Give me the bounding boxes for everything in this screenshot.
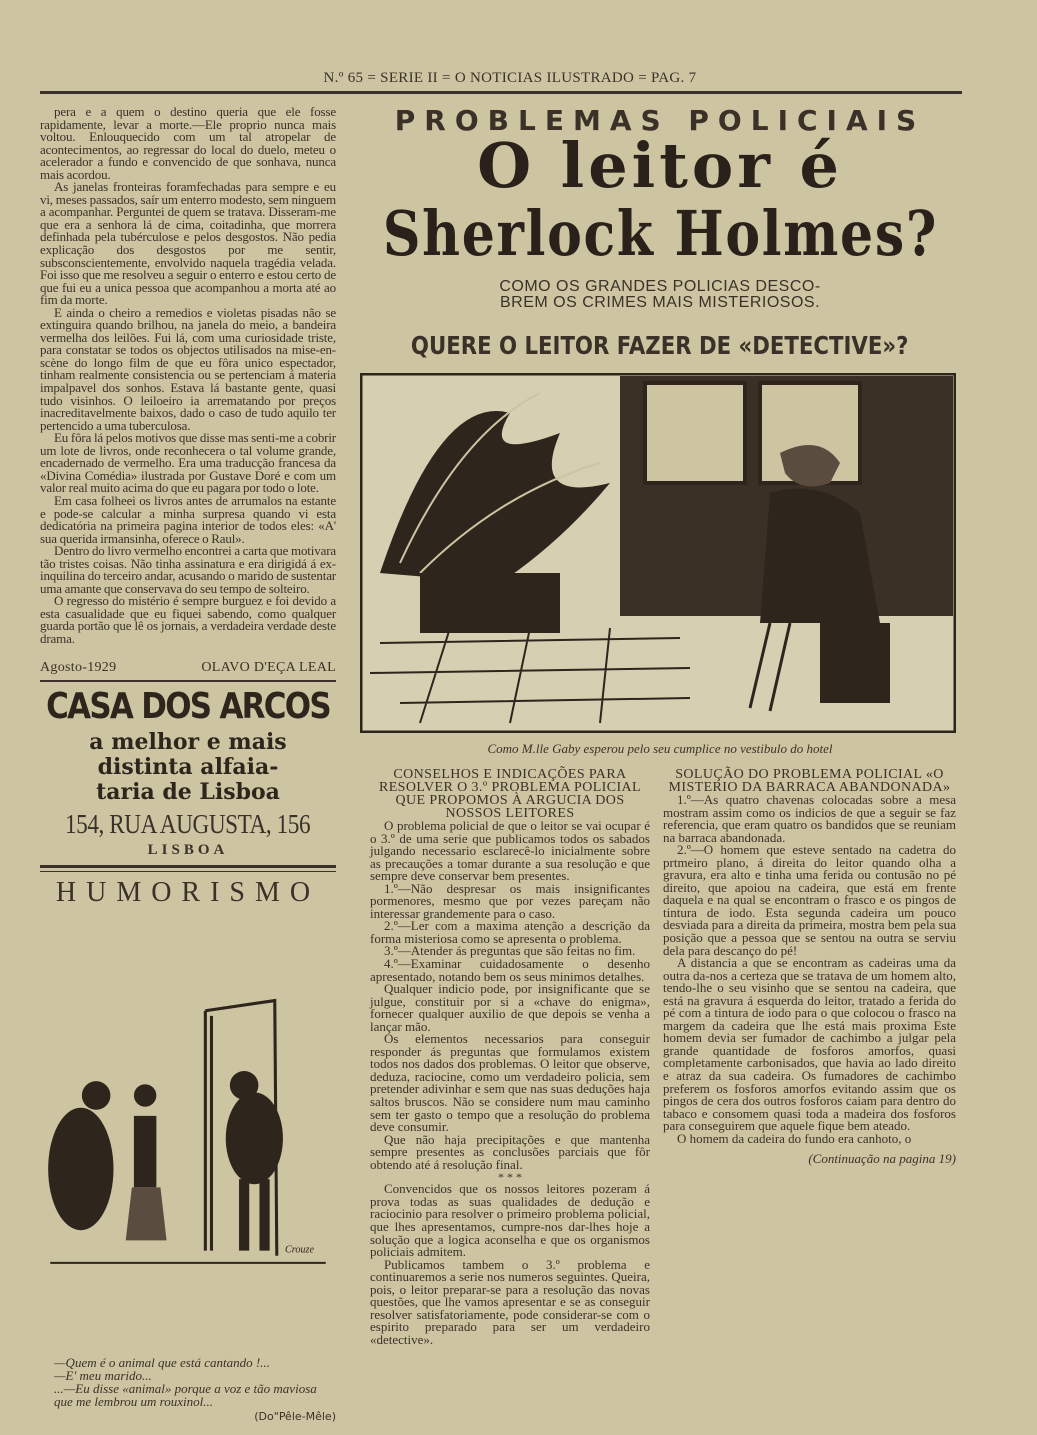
left-article	[40, 106, 336, 646]
paragraph: Eu fôra lá pelos motivos que disse mas senti-me a cobrir um lote de livros, onde reconhecera o tal volume grande, encadernado de vermelho. Era uma traducção francesa da «Divina Comédia» ilustrada por Gustave Doré e com um valor real muito acima do que eu pagara por todo o lote.	[40, 430, 336, 496]
advert-address-block	[40, 807, 336, 841]
caption-line: —E' meu marido...	[54, 1368, 152, 1383]
feature-question-block	[360, 330, 960, 362]
advert-city: LISBOA	[147, 841, 229, 858]
detective-illustration	[360, 373, 956, 733]
feature-kicker: PROBLEMAS POLICIAIS	[394, 104, 926, 137]
left-column	[40, 106, 336, 1424]
divider	[40, 871, 336, 872]
subtitle-line: COMO OS GRANDES POLICIAS DESCO-	[499, 278, 821, 295]
slogan-line: a melhor e mais	[89, 728, 287, 755]
solution-heading: SOLUÇÃO DO PROBLEMA POLICIAL «O MISTERIO DA BARRACA ABANDONADA»	[668, 767, 951, 795]
advert-address: 154, RUA AUGUSTA, 156	[65, 808, 311, 839]
paragraph: Os elementos necessarios para conseguir responder ás preguntas que formulamos existem todos nos dados dos problemas. O leitor que observe, deduza, raciocine, como um verdadeiro policia, sem pretender adivinhar e sem que nas suas deduções haja saltos bruscos. Não se considere num mau caminho sem ter gasto o tempo que a resolução do problema deve consumir.	[370, 1031, 650, 1135]
feature-title-line2: Sherlock Holmes?	[382, 197, 938, 270]
feature-title-line1: O leitor é	[477, 129, 843, 202]
paragraph: Dentro do livro vermelho encontrei a carta que motivara tão tristes coisas. Não tinha assinatura e era dirigidá á ex-inquilina do terceiro andar, acusando o marido de sustentar uma amante que conservava do seu tempo de solteiro.	[40, 543, 336, 596]
feature-subtitle	[420, 279, 900, 311]
solution-column	[663, 768, 956, 1166]
feature-question: QUERE O LEITOR FAZER DE «DETECTIVE»?	[411, 331, 909, 360]
subtitle-line: BREM OS CRIMES MAIS MISTERIOSOS.	[499, 294, 821, 311]
caption-line: —Quem é o animal que está cantando !...	[54, 1355, 270, 1370]
cartoon-illustration	[40, 916, 336, 1350]
paragraph: Qualquer indicio pode, por insignificante que se julgue, constituir por si a «chave do enigma», fornecer qualquer auxilio de que depois se venha a lançar mão.	[370, 981, 650, 1034]
paragraph: O homem da cadeira do fundo era canhoto, o	[677, 1130, 912, 1146]
continued-note: (Continuação na pagina 19)	[808, 1151, 956, 1167]
article-date: Agosto-1929	[40, 659, 117, 675]
illustration-caption: Como M.lle Gaby esperou pelo seu cumplice no vestibulo do hotel	[487, 741, 833, 756]
slogan-line: taria de Lisboa	[96, 778, 280, 805]
paragraph: 4.º—Examinar cuidadosamente o desenho apresentado, notando bem os seus minimos detalhes.	[370, 956, 650, 984]
running-head: N.º 65 = SERIE II = O NOTICIAS ILUSTRADO = PAG. 7	[323, 70, 697, 86]
advice-heading: CONSELHOS E INDICAÇÕES PARA RESOLVER O 3.º PROBLEMA POLICIAL QUE PROPOMOS À ARGUCIA DOS NOSSOS LEITORES	[378, 767, 642, 821]
cartoon-signature: Crouze	[284, 1244, 315, 1256]
feature-title-line1-block	[360, 129, 960, 202]
paragraph: O regresso do mistério é sempre burguez e foi devido a esta casualidade que eu fiquei sabendo, como qualquer guarda portão que lê os jornais, a verdadeira verdade deste drama.	[40, 593, 336, 646]
cartoon-source: (Do"Pêle-Mêle)	[254, 1410, 336, 1423]
divider	[40, 865, 336, 868]
slogan-line: distinta alfaia-	[97, 753, 279, 780]
feature-title-line2-block	[355, 197, 965, 270]
header-rule	[40, 91, 962, 94]
separator: * * *	[498, 1170, 522, 1185]
paragraph: Publicamos tambem o 3.º problema e continuaremos a serie nos numeros seguintes. Queira, pois, o leitor preparar-se para a resolução das novas questões, que lhe vamos apresentar e se as conseguir resolver satisfatoriamente, pode considerar-se com o espirito preparado para ser um verdadeiro «detective».	[370, 1256, 650, 1347]
paragraph: 1.º—As quatro chavenas colocadas sobre a mesa mostram assim como os indicios de que a seguir se faz referencia, que eram quatro os bandidos que se reuniam na barraca abandonada.	[663, 792, 956, 845]
paragraph: 2.º—O homem que esteve sentado na cadetra do prtmeiro plano, á direita do leitor quando olha a gravura, era alto e tinha uma ferida ou contusão no pé direito, que apoiou na cadeira, que está em frente daquela e na qual se encontram o frasco e os pingos de tintura de iodo. Esta segunda cadeira um pouco desviada para a direita da primeira, mostra bem pela sua posição que a pessoa que se sentou na outra se serviu dela para descanço do pé!	[663, 842, 956, 958]
article-signature	[40, 660, 336, 676]
humor-title: HUMORISMO	[55, 876, 321, 908]
paragraph: E ainda o cheiro a remedios e violetas pisadas não se extinguira quando brilhou, na janela do meio, a bandeira vermelha dos leilões. Fui lá, com uma curiosidade triste, para constatar se todos os objectos utilisados na mise-en-scène do longo film de que eu fôra unico espectador, tinham realmente consistencia ou se pertenciam á materia impalpavel dos sonhos. Estava lá bastante gente, quasi tudo visinhos. O leiloeiro ia arrematando por preços inacreditavelmente baixos, dado o caso de tudo aquilo ter pertencido a uma tuberculosa.	[40, 304, 336, 433]
divider	[40, 680, 336, 682]
paragraph: pera e a quem o destino queria que ele fosse rapidamente, levar a morte.—Ele proprio nunca mais voltou. Enlouquecido com um tal atropelar de acontecimentos, ao regressar do local do duelo, meteu o acelerador a fundo e convencido de que sonhava, nunca mais acordou.	[40, 104, 336, 182]
advert-slogan	[40, 730, 336, 805]
paragraph: O problema policial de que o leitor se vai ocupar é o 3.º de uma serie que publicamos todos os sabados julgando necessario esclarecê-lo inicialmente sobre as precauções a tomar durante a sua resolução e que sempre deve conservar bem presentes.	[370, 818, 650, 884]
paragraph: Em casa folheei os livros antes de arrumalos na estante e pode-se calcular a minha surpresa quando vi esta dedicatória na primeira pagina interior de todos eles: «A' sua querida irmansinha, oferece o Raul».	[40, 492, 336, 546]
cartoon-caption	[40, 1356, 336, 1408]
advice-column	[370, 768, 650, 1346]
advert-name-block	[40, 684, 336, 730]
advert-name: CASA DOS ARCOS	[46, 685, 330, 727]
caption-line: ...—Eu disse «animal» porque a voz e tão maviosa que me lembrou um rouxinol...	[54, 1381, 317, 1409]
paragraph: Convencidos que os nossos leitores pozeram á prova todas as suas qualidades de dedução e raciocinio para resolver o primeiro problema policial, que lhes apresentamos, cumpre-nos dar-lhes hoje a solução que a logica aconselha e que os organismos policiais admitem.	[370, 1181, 650, 1260]
article-author: OLAVO D'EÇA LEAL	[201, 659, 336, 675]
paragraph: 2.º—Ler com a maxima atenção a descrição da forma misteriosa como se apresenta o problema.	[370, 918, 650, 946]
paragraph: 3.º—Atender ás preguntas que são feitas no fim.	[384, 943, 636, 959]
cartoon-frame	[40, 916, 336, 1350]
paragraph: Que não haja precipitações e que mantenha sempre presentes as conclusões parciais que fôr obtendo até á resolução final.	[370, 1131, 650, 1172]
paragraph: A distancia a que se encontram as cadeiras uma da outra da-nos a certeza que se tratava de um homem alto, tendo-lhe o seu visinho que se sentou na cadeira, que está na gravura á esquerda do leitor, tratado a ferida do pé com a tintura de iodo para o que colocou o frasco na margem da cadeira que lhe está mais proxima Este homem devia ser fumador de cachimbo a julgar pela grande quantidade de fosforos amorfos, quasi completamente carbonisados, que havia ao lado direito e atraz da sua cadeira. Os fumadores de cachimbo preferem os fosforos amorfos evitando assim que os pingos de cera dos outros fosforos caiam para dentro do tabaco e consomem quasi toda a madeira dos fosforos para conseguirem que aquele fique bem ateado.	[663, 955, 956, 1134]
paragraph: As janelas fronteiras foramfechadas para sempre e eu vi, meses passados, saír um enterro modesto, sem ninguem a acompanhar. Perguntei de quem se tratava. Disseram-me que era a senhora lá de cima, coitadinha, que morrera definhada pela tubérculose e pelos desgostos. Não pedia explicação dos desgostos por me sentir, subsconscientemente, envolvido naquela tragédia velada. Foi isso que me resolveu a seguir o enterro e estou certo de que fui eu a unica pessoa que acompanhou a morta até ao fim da morte.	[40, 179, 336, 308]
paragraph: 1.º—Não despresar os mais insignificantes pormenores, mesmo que por vezes pareçam não interessar grandemente para o caso.	[370, 880, 650, 921]
